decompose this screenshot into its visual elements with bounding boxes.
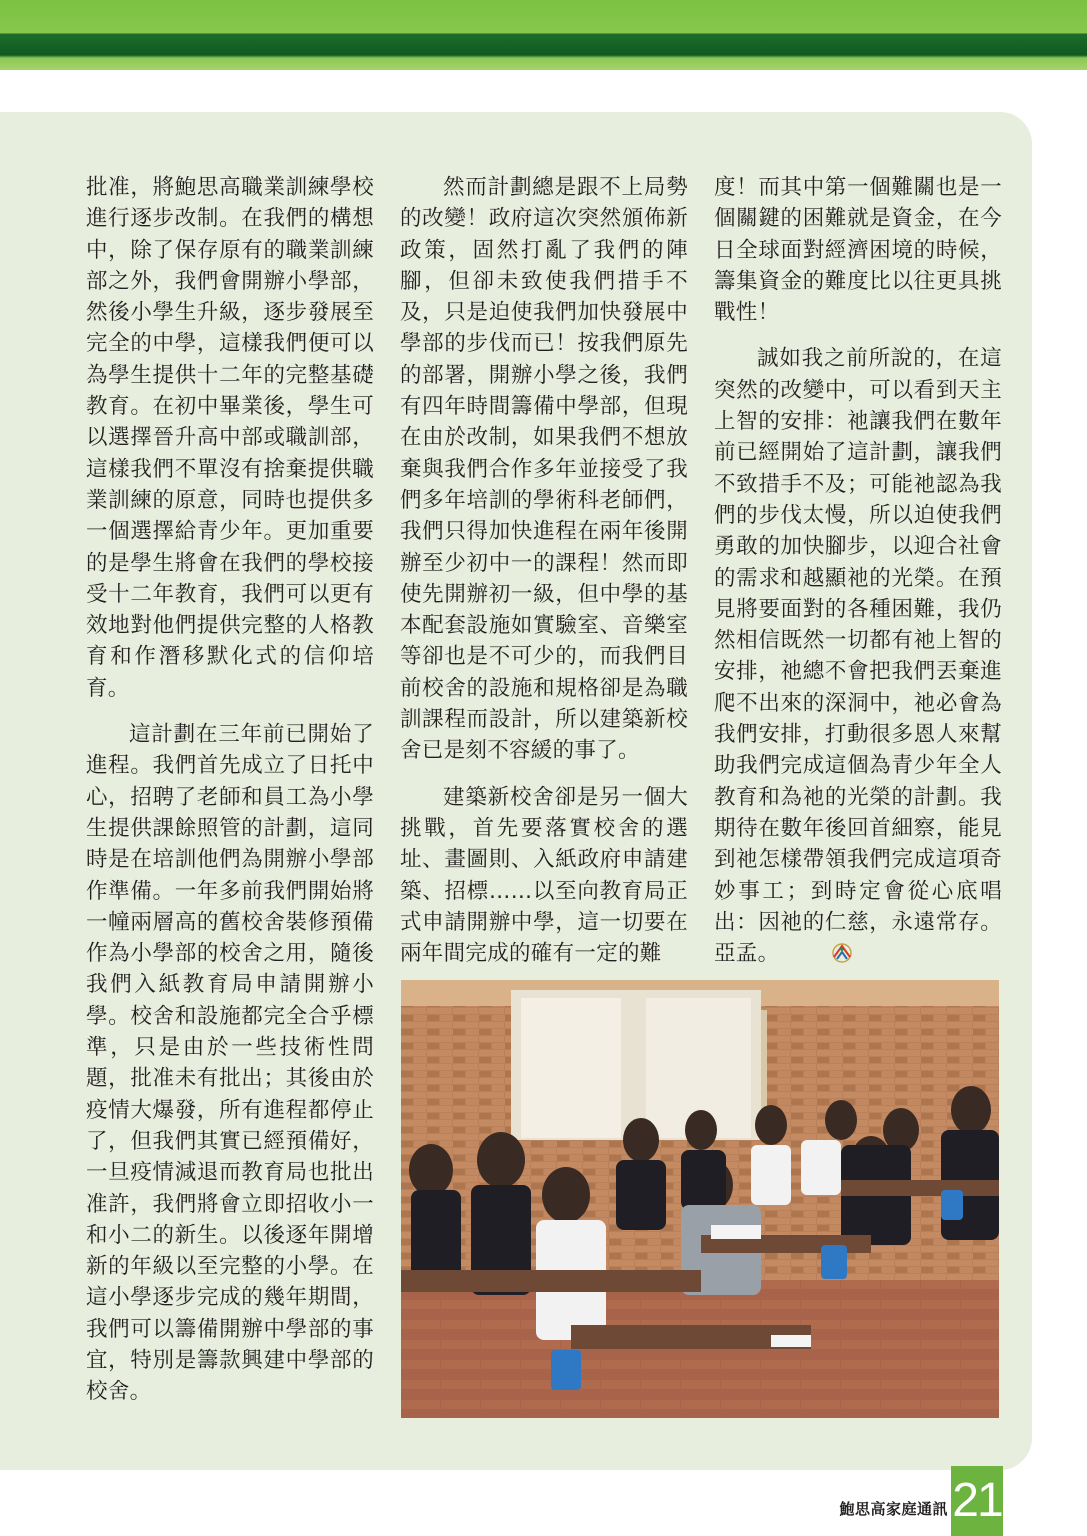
header-band: [0, 0, 1087, 70]
article-column-1: [86, 172, 374, 1423]
paragraph: 批准，將鮑思高職業訓練學校進行逐步改制。在我們的構想中，除了保存原有的職業訓練部之外，我們會開辦小學部，然後小學生升級，逐步發展至完全的中學，這樣我們便可以為學生提供十二年的完整基礎教育。在初中畢業後，學生可以選擇晉升高中部或職訓部，這樣我們不單沒有捨棄提供職業訓練的原意，同時也提供多一個選擇給青少年。更加重要的是學生將會在我們的學校接受十二年教育，我們可以更有效地對他們提供完整的人格教育和作潛移默化式的信仰培育。: [86, 175, 374, 701]
article-column-3: [714, 172, 1002, 984]
paragraph: 誠如我之前所說的，在這突然的改變中，可以看到天主上智的安排：祂讓我們在數年前已經開始了這計劃，讓我們不致措手不及；可能祂認為我們的步伐太慢，所以迫使我們勇敢的加快腳步，以迎合社會的需求和越顯祂的光榮。在預見將要面對的各種困難，我仍然相信既然一切都有祂上智的安排，祂總不會把我們丟棄進爬不出來的深洞中，祂必會為我們安排，打動很多恩人來幫助我們完成這個為青少年全人教育和為祂的光榮的計劃。我期待在數年後回首細察，能見到祂怎樣帶領我們完成這項奇妙事工；到時定會從心底唱出：因祂的仁慈，永遠常存。亞孟。: [714, 346, 1002, 967]
paragraph: 然而計劃總是跟不上局勢的改變！政府這次突然頒佈新政策，固然打亂了我們的陣腳，但卻未致使我們措手不及，只是迫使我們加快發展中學部的步伐而已！按我們原先的部署，開辦小學之後，我們有四年時間籌備中學部，但現在由於改制，如果我們不想放棄與我們合作多年並接受了我們多年培訓的學術科老師們，我們只得加快進程在兩年後開辦至少初中一的課程！然而即使先開辦初一級，但中學的基本配套設施如實驗室、音樂室等卻也是不可少的，而我們目前校舍的設施和規格卻是為職訓課程而設計，所以建築新校舍已是刻不容緩的事了。: [400, 175, 688, 764]
paragraph: 建築新校舍卻是另一個大挑戰，首先要落實校舍的選址、畫圖則、入紙政府申請建築、招標……以至向教育局正式申請開辦中學，這一切要在兩年間完成的確有一定的難: [400, 784, 688, 967]
classroom-photo: [401, 980, 999, 1418]
page-number: 21: [952, 1474, 1002, 1527]
salesian-logo-icon: [787, 942, 811, 964]
paragraph-with-end-mark: [714, 343, 1002, 969]
article-column-2: [400, 172, 688, 984]
newsletter-title: 鮑思高家庭通訊: [839, 1500, 948, 1518]
paragraph: 這計劃在三年前已開始了進程。我們首先成立了日托中心，招聘了老師和員工為小學生提供課餘照管的計劃，這同時是在培訓他們為開辦小學部作準備。一年多前我們開始將一幢兩層高的舊校舍裝修預備作為小學部的校舍之用，隨後我們入紙教育局申請開辦小學。校舍和設施都完全合乎標準，只是由於一些技術性問題，批准未有批出；其後由於疫情大爆發，所有進程都停止了，但我們其實已經預備好，一旦疫情減退而教育局也批出准許，我們將會立即招收小一和小二的新生。以後逐年開增新的年級以至完整的小學。在這小學逐步完成的幾年期間，我們可以籌備開辦中學部的事宜，特別是籌款興建中學部的校舍。: [86, 722, 374, 1405]
paragraph: 度！而其中第一個難關也是一個關鍵的困難就是資金，在今日全球面對經濟困境的時候，籌集資金的難度比以往更具挑戰性！: [714, 175, 1002, 326]
